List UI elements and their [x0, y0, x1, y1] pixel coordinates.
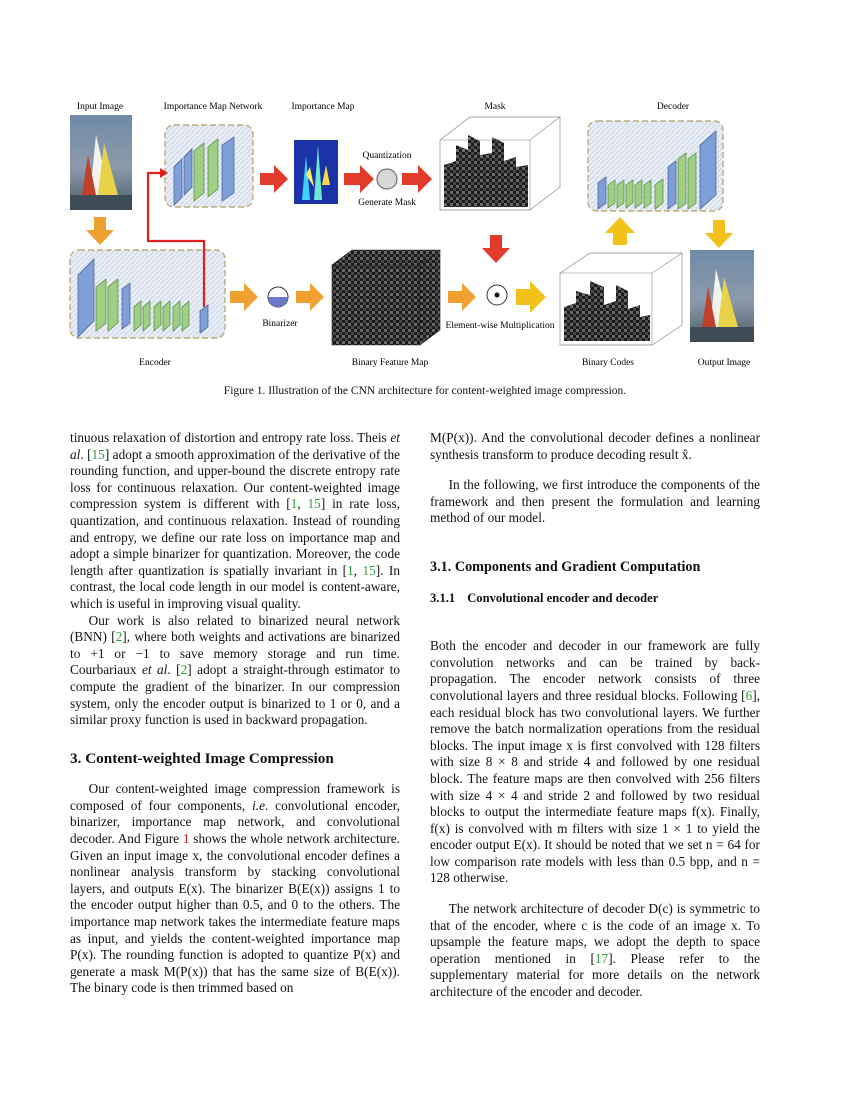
subsubsection-title: Convolutional encoder and decoder: [467, 590, 659, 605]
multiply-dot: [495, 293, 500, 298]
text-run: Both the encoder and decoder in our framework are fully convolution networks and can be trained by back-propagation. The encoder network consists of three convolutional layers and three residual blocks. Following [: [430, 638, 760, 703]
citation-link[interactable]: 15: [362, 562, 376, 578]
label-output-image: Output Image: [697, 358, 751, 368]
paragraph: [70, 430, 400, 613]
arrow-network-to-map: [260, 165, 288, 193]
arrow-encoder-to-binarizer: [230, 283, 258, 311]
text-run: Our content-weighted image compression framework is composed of four components,: [70, 781, 400, 813]
citation-link[interactable]: 2: [180, 662, 188, 678]
text-run: tinuous relaxation of distortion and entropy rate loss. Theis: [70, 430, 391, 445]
binary-codes-volume: [560, 253, 682, 345]
subsection-heading: 3.1. Components and Gradient Computation: [430, 558, 701, 575]
binary-feature-map-cube: [332, 250, 440, 345]
arrow-decoder-to-output: [705, 220, 733, 248]
label-binary-feature-map: Binary Feature Map: [351, 358, 429, 368]
label-importance-map: Importance Map: [291, 102, 355, 112]
citation-link[interactable]: 15: [91, 446, 105, 462]
text-run: ] adopt a straight-through estimator to compute the gradient of the binarizer. In our compression system, only the encoder output is binarized to 1 or 0, and a similar proxy function is used in backward propagation.: [70, 662, 401, 728]
text-run: ,: [297, 496, 308, 512]
label-binary-codes: Binary Codes: [582, 358, 634, 368]
text-run: ]. Please refer to the supplementary material for more details on the network architecture of the encoder and decoder.: [430, 950, 760, 1000]
mask-volume: [440, 117, 560, 210]
label-quantization: Quantization: [362, 151, 412, 161]
arrow-feature-map-to-multiply: [448, 283, 476, 311]
importance-map-image: [294, 140, 338, 204]
encoder-block: [70, 250, 225, 338]
binarizer-op-icon: [268, 287, 288, 307]
text-run: . convolutional encoder, binarizer, importance map network, and convolutional decoder. And Figure: [70, 797, 400, 847]
subsubsection-number: 3.1.1: [430, 590, 456, 605]
text-run: ] adopt a smooth approximation of the derivative of the rounding function, and upper-bound the discrete entropy rate loss for continuous relaxation. Our content-weighted image compression system is different with [: [70, 446, 400, 512]
label-decoder: Decoder: [656, 102, 690, 112]
output-image: [690, 250, 754, 342]
text-run: ]. In contrast, the local code length in our model is content-aware, which is useful in improving visual quality.: [70, 562, 400, 611]
label-encoder: Encoder: [139, 358, 171, 368]
quantization-op-icon: [377, 169, 397, 189]
citation-link[interactable]: 2: [115, 629, 123, 645]
paragraph: In the following, we first introduce the components of the framework and then present the formulation and learning method of our model.: [430, 477, 760, 526]
arrow-map-to-quantization: [344, 165, 374, 193]
label-binarizer: Binarizer: [262, 319, 298, 329]
label-input-image: Input Image: [76, 102, 124, 112]
arrow-mask-to-multiply: [482, 235, 510, 263]
arrow-input-to-encoder: [86, 217, 114, 245]
text-run: . [: [80, 446, 92, 462]
paragraph: [70, 613, 400, 729]
citation-link[interactable]: 15: [307, 496, 321, 512]
arrow-binarizer-to-feature-map: [296, 283, 324, 311]
label-importance-map-network: Importance Map Network: [163, 102, 263, 112]
text-run: ], each residual block has two convolutional layers. We further remove the batch normalization operations from the residual blocks. The input image x is first convolved with 128 filters with size 8 × 8 and stride 4 and followed by one residual block. The feature maps are then convolved with 256 filters with size 4 × 4 and stride 2 and followed by two residual blocks to output the intermediate feature maps f(x). Finally, f(x) is convolved with m filters with size 1 × 1 to yield the encoder output E(x). It should be noted that we set n = 64 for low comparison rate models with less than 0.5 bpp, and n = 128 otherwise.: [430, 687, 760, 886]
decoder-block: [588, 121, 723, 211]
citation-link[interactable]: 1: [290, 496, 298, 512]
text-run: et al: [141, 662, 168, 678]
arrow-codes-to-decoder: [605, 217, 635, 245]
left-column: [70, 430, 400, 997]
paragraph: [430, 901, 760, 1001]
text-run: et al: [70, 430, 400, 462]
paragraph: [430, 638, 760, 887]
text-run: shows the whole network architecture. Given an input image x, the convolutional encoder defines a nonlinear analysis transform by stacking convolutional layers, and outputs E(x). The binarizer B(E(x)) assigns 1 to the encoder output higher than 0.5, and 0 to the others. The importance map network takes the intermediate feature maps as input, and yields the content-weighted importance map P(x). The rounding function is adopted to quantize P(x) and generate a mask M(P(x)) that has the same size of B(E(x)). The binary code is then trimmed based on: [70, 831, 400, 996]
right-column: [430, 430, 760, 1001]
text-run: i.e: [252, 797, 265, 813]
label-generate-mask: Generate Mask: [358, 198, 416, 208]
paragraph: [70, 781, 400, 997]
paragraph: M(P(x)). And the convolutional decoder defines a nonlinear synthesis transform to produce decoding result x̂.: [430, 430, 760, 462]
text-run: . [: [167, 662, 181, 678]
text-run: The network architecture of decoder D(c) is symmetric to that of the encoder, where c is the code of an image x. To upsample the feature maps, we adopt the depth to space operation mentioned in [: [430, 901, 760, 966]
text-run: ,: [353, 562, 363, 578]
arrow-multiply-to-codes: [516, 281, 546, 313]
text-run: ] in rate loss, quantization, and continuous relaxation. Instead of rounding and entropy, we define our rate loss on importance map and adopt a simple binarizer for quantization. Moreover, the code length after quantization is spatially invariant in [: [70, 496, 400, 578]
importance-map-network-block: [165, 125, 253, 207]
subsubsection-heading: [430, 590, 760, 607]
figure-link[interactable]: 1: [182, 831, 190, 847]
figure-caption: Figure 1. Illustration of the CNN architecture for content-weighted image compression.: [223, 385, 627, 397]
text-run: Our work is also related to binarized neural network (BNN) [: [70, 612, 400, 645]
text-run: ], where both weights and activations are binarized to +1 or −1 to save memory storage and run time. Courbariaux: [70, 629, 400, 678]
citation-link[interactable]: 17: [594, 950, 609, 966]
citation-link[interactable]: 1: [347, 562, 354, 578]
label-element-wise-multiplication: Element-wise Multiplication: [445, 321, 555, 331]
input-image: [70, 115, 132, 210]
citation-link[interactable]: 6: [745, 687, 753, 703]
architecture-figure: [60, 95, 790, 380]
section-heading: 3. Content-weighted Image Compression: [70, 749, 334, 767]
label-mask: Mask: [484, 102, 506, 112]
arrow-quantization-to-mask: [402, 165, 432, 193]
